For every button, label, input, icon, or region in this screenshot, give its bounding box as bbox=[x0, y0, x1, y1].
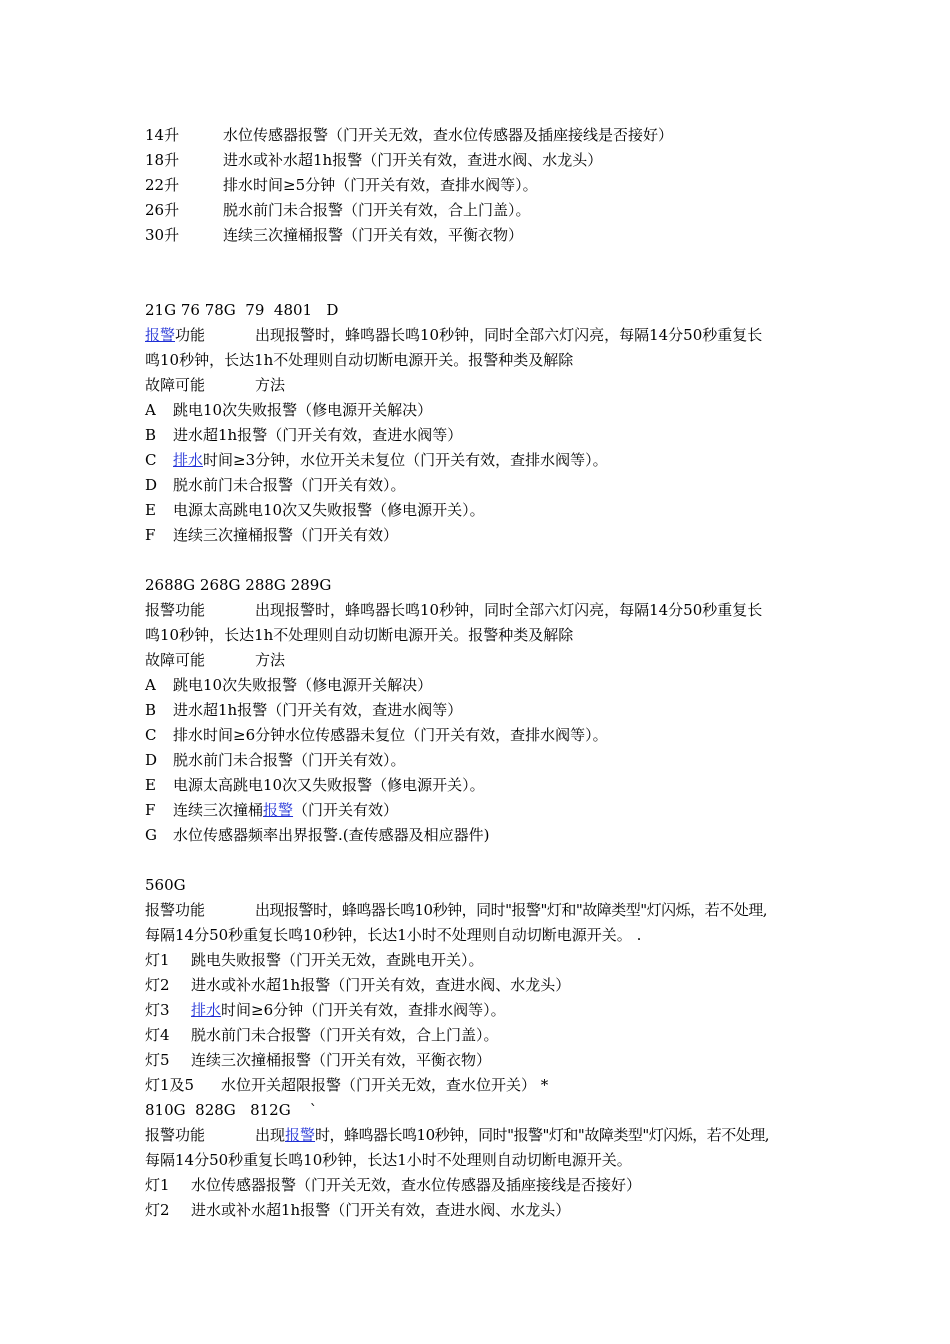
light-label: 灯2 bbox=[145, 976, 170, 994]
fault-text: 脱水前门未合报警（门开关有效）。 bbox=[173, 751, 406, 769]
function-label: 报警功能 bbox=[145, 1126, 206, 1144]
light-label: 灯4 bbox=[145, 1026, 170, 1044]
function-desc: 出现报警时，蜂鸣器长鸣10秒钟，同时"报警"灯和"故障类型"灯闪烁，若不处理, bbox=[255, 901, 767, 919]
function-desc-cont: 每隔14分50秒重复长鸣10秒钟，长达1小时不处理则自动切断电源开关。 bbox=[145, 1151, 632, 1169]
light-item bbox=[145, 1073, 810, 1098]
item-number: 26升 bbox=[145, 201, 180, 219]
function-label: 报警功能 bbox=[145, 601, 206, 619]
method-header: 方法 bbox=[255, 376, 286, 394]
light-text: 水位开关超限报警（门开关无效，查水位开关） * bbox=[221, 1076, 549, 1094]
fault-text: 连续三次撞桶 bbox=[173, 801, 264, 819]
light-item bbox=[145, 998, 810, 1023]
fault-letter: E bbox=[145, 501, 156, 519]
fault-item bbox=[145, 673, 810, 698]
light-text: 进水或补水超1h报警（门开关有效，查进水阀、水龙头） bbox=[191, 1201, 571, 1219]
fault-item bbox=[145, 473, 810, 498]
light-text: 跳电失败报警（门开关无效，查跳电开关）。 bbox=[191, 951, 484, 969]
function-desc-cont: 鸣10秒钟，长达1h不处理则自动切断电源开关。报警种类及解除 bbox=[145, 351, 574, 369]
fault-text: 水位传感器频率出界报警.(查传感器及相应器件) bbox=[173, 826, 490, 844]
alarm-link[interactable]: 报警 bbox=[263, 801, 294, 819]
light-text: 脱水前门未合报警（门开关有效，合上门盖）。 bbox=[191, 1026, 499, 1044]
alarm-link[interactable]: 报警 bbox=[145, 326, 176, 344]
method-header: 方法 bbox=[255, 651, 286, 669]
fault-letter: D bbox=[145, 476, 158, 494]
function-desc: 出现报警时，蜂鸣器长鸣10秒钟，同时全部六灯闪亮，每隔14分50秒重复长 bbox=[255, 326, 763, 344]
fault-item bbox=[145, 698, 810, 723]
item-text: 排水时间≥5分钟（门开关有效，查排水阀等）。 bbox=[223, 176, 538, 194]
item-text: 水位传感器报警（门开关无效，查水位传感器及插座接线是否接好） bbox=[223, 126, 674, 144]
spacer bbox=[145, 848, 810, 873]
list-item bbox=[145, 223, 810, 248]
light-label: 灯1 bbox=[145, 1176, 170, 1194]
fault-item bbox=[145, 748, 810, 773]
document-content bbox=[145, 123, 810, 1223]
item-text: 脱水前门未合报警（门开关有效，合上门盖）。 bbox=[223, 201, 531, 219]
column-header bbox=[145, 648, 810, 673]
light-label: 灯1及5 bbox=[145, 1076, 195, 1094]
fault-letter: C bbox=[145, 726, 157, 744]
item-number: 30升 bbox=[145, 226, 180, 244]
light-item bbox=[145, 1048, 810, 1073]
fault-letter: C bbox=[145, 451, 157, 469]
item-number: 22升 bbox=[145, 176, 180, 194]
list-item bbox=[145, 148, 810, 173]
fault-letter: G bbox=[145, 826, 157, 844]
item-text: 连续三次撞桶报警（门开关有效，平衡衣物） bbox=[223, 226, 524, 244]
fault-item bbox=[145, 773, 810, 798]
fault-text: （门开关有效） bbox=[293, 801, 399, 819]
function-line bbox=[145, 898, 810, 923]
section-heading: 21G 76 78G 79 4801 D bbox=[145, 301, 339, 319]
function-line bbox=[145, 1123, 810, 1148]
light-text: 连续三次撞桶报警（门开关有效，平衡衣物） bbox=[191, 1051, 492, 1069]
fault-text: 进水超1h报警（门开关有效，查进水阀等） bbox=[173, 701, 463, 719]
fault-letter: F bbox=[145, 526, 156, 544]
light-text: 时间≥6分钟（门开关有效，查排水阀等）。 bbox=[221, 1001, 506, 1019]
fault-text: 电源太高跳电10次又失败报警（修电源开关）。 bbox=[173, 776, 485, 794]
light-label: 灯5 bbox=[145, 1051, 170, 1069]
fault-text: 进水超1h报警（门开关有效，查进水阀等） bbox=[173, 426, 463, 444]
spacer bbox=[145, 248, 810, 298]
fault-letter: F bbox=[145, 801, 156, 819]
fault-text: 脱水前门未合报警（门开关有效）。 bbox=[173, 476, 406, 494]
fault-item bbox=[145, 823, 810, 848]
fault-item bbox=[145, 798, 810, 823]
fault-letter: B bbox=[145, 426, 157, 444]
function-desc: 时，蜂鸣器长鸣10秒钟，同时"报警"灯和"故障类型"灯闪烁，若不处理, bbox=[315, 1126, 769, 1144]
drain-link[interactable]: 排水 bbox=[173, 451, 204, 469]
fault-header: 故障可能 bbox=[145, 651, 206, 669]
light-item bbox=[145, 948, 810, 973]
function-desc: 出现 bbox=[255, 1126, 286, 1144]
fault-letter: A bbox=[145, 676, 156, 694]
function-line bbox=[145, 598, 810, 623]
drain-link[interactable]: 排水 bbox=[191, 1001, 222, 1019]
item-text: 进水或补水超1h报警（门开关有效，查进水阀、水龙头） bbox=[223, 151, 603, 169]
fault-text: 时间≥3分钟，水位开关未复位（门开关有效，查排水阀等）。 bbox=[203, 451, 608, 469]
item-number: 14升 bbox=[145, 126, 180, 144]
light-text: 水位传感器报警（门开关无效，查水位传感器及插座接线是否接好） bbox=[191, 1176, 642, 1194]
light-text: 进水或补水超1h报警（门开关有效，查进水阀、水龙头） bbox=[191, 976, 571, 994]
light-label: 灯3 bbox=[145, 1001, 170, 1019]
spacer bbox=[145, 548, 810, 573]
fault-letter: B bbox=[145, 701, 157, 719]
fault-item bbox=[145, 498, 810, 523]
fault-item bbox=[145, 448, 810, 473]
list-item bbox=[145, 173, 810, 198]
light-item bbox=[145, 1173, 810, 1198]
light-label: 灯2 bbox=[145, 1201, 170, 1219]
section-heading: 810G 828G 812G ` bbox=[145, 1101, 318, 1119]
fault-text: 连续三次撞桶报警（门开关有效） bbox=[173, 526, 399, 544]
fault-text: 跳电10次失败报警（修电源开关解决） bbox=[173, 676, 433, 694]
fault-item bbox=[145, 423, 810, 448]
fault-text: 跳电10次失败报警（修电源开关解决） bbox=[173, 401, 433, 419]
light-item bbox=[145, 973, 810, 998]
list-item bbox=[145, 198, 810, 223]
fault-header: 故障可能 bbox=[145, 376, 206, 394]
fault-item bbox=[145, 398, 810, 423]
fault-letter: D bbox=[145, 751, 158, 769]
fault-text: 电源太高跳电10次又失败报警（修电源开关）。 bbox=[173, 501, 485, 519]
function-label: 功能 bbox=[175, 326, 206, 344]
fault-letter: A bbox=[145, 401, 156, 419]
light-item bbox=[145, 1198, 810, 1223]
alarm-link[interactable]: 报警 bbox=[285, 1126, 316, 1144]
function-desc: 出现报警时，蜂鸣器长鸣10秒钟，同时全部六灯闪亮，每隔14分50秒重复长 bbox=[255, 601, 763, 619]
fault-text: 排水时间≥6分钟水位传感器未复位（门开关有效，查排水阀等）。 bbox=[173, 726, 608, 744]
function-line bbox=[145, 323, 810, 348]
function-desc-cont: 每隔14分50秒重复长鸣10秒钟，长达1小时不处理则自动切断电源开关。 . bbox=[145, 926, 642, 944]
function-desc-cont: 鸣10秒钟，长达1h不处理则自动切断电源开关。报警种类及解除 bbox=[145, 626, 574, 644]
fault-letter: E bbox=[145, 776, 156, 794]
list-item bbox=[145, 123, 810, 148]
section-heading: 560G bbox=[145, 876, 186, 894]
light-item bbox=[145, 1023, 810, 1048]
item-number: 18升 bbox=[145, 151, 180, 169]
fault-item bbox=[145, 523, 810, 548]
function-label: 报警功能 bbox=[145, 901, 206, 919]
column-header bbox=[145, 373, 810, 398]
fault-item bbox=[145, 723, 810, 748]
light-label: 灯1 bbox=[145, 951, 170, 969]
section-heading: 2688G 268G 288G 289G bbox=[145, 576, 332, 594]
